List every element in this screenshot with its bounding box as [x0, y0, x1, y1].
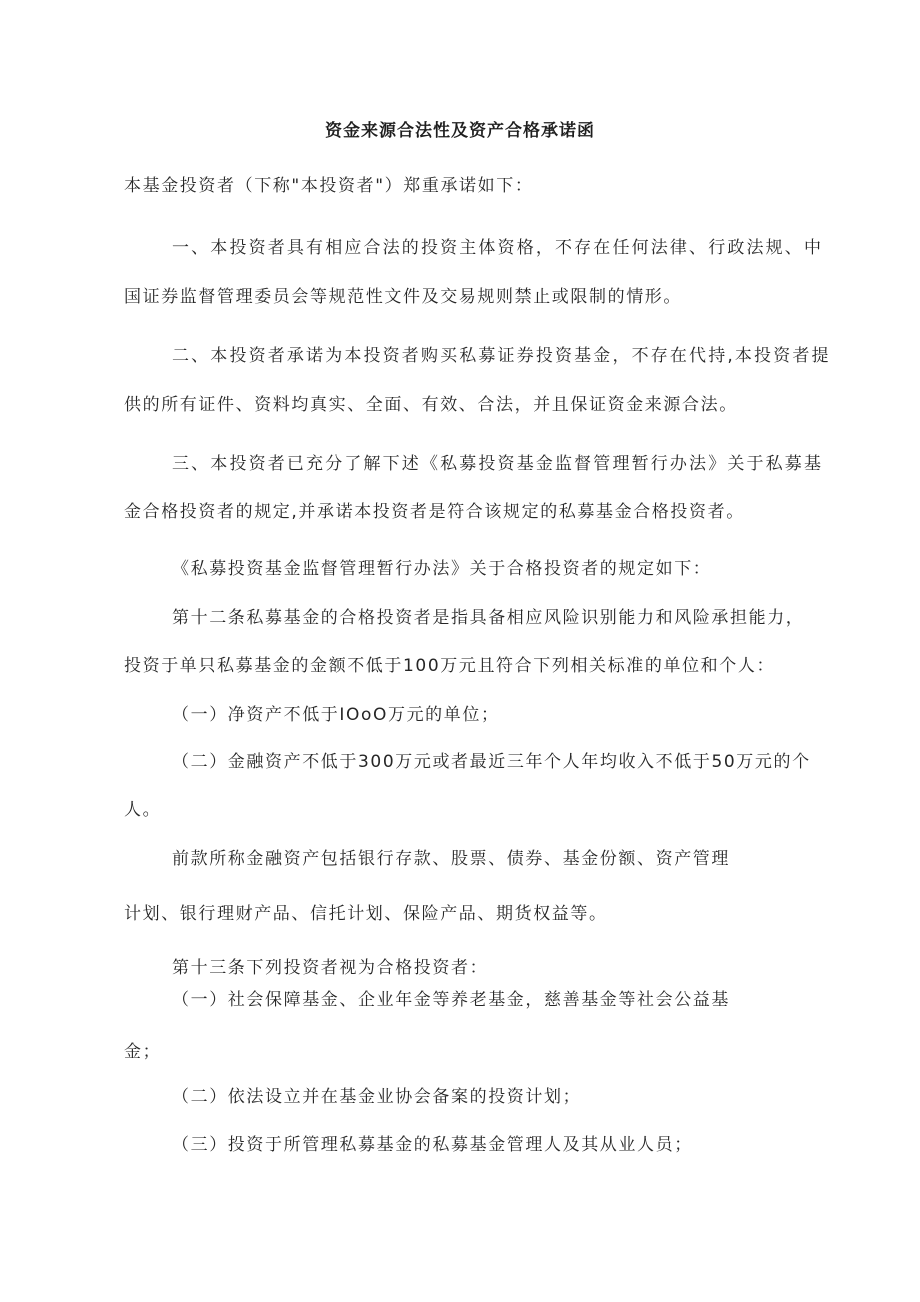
text-line: 金合格投资者的规定,并承诺本投资者是符合该规定的私募基金合格投资者。	[124, 502, 745, 522]
text-line: 第十二条私募基金的合格投资者是指具备相应风险识别能力和风险承担能力，	[172, 608, 805, 628]
text-line: 供的所有证件、资料均真实、全面、有效、合法，并且保证资金来源合法。	[124, 395, 738, 415]
text-line-preamble: 本基金投资者（下称"本投资者"）郑重承诺如下：	[124, 176, 534, 196]
text-line: 前款所称金融资产包括银行存款、股票、债券、基金份额、资产管理	[172, 849, 730, 869]
text-line: 投资于单只私募基金的金额不低于100万元且符合下列相关标准的单位和个人：	[124, 656, 776, 676]
text-line: 第十三条下列投资者视为合格投资者：	[172, 958, 489, 978]
text-line: 计划、银行理财产品、信托计划、保险产品、期货权益等。	[124, 904, 608, 924]
text-line: 金；	[124, 1042, 162, 1062]
text-line: 二、本投资者承诺为本投资者购买私募证券投资基金，不存在代持,本投资者提	[172, 346, 831, 366]
text-line: （三）投资于所管理私募基金的私募基金管理人及其从业人员；	[172, 1135, 693, 1155]
text-line: （二）依法设立并在基金业协会备案的投资计划；	[172, 1087, 582, 1107]
text-line: 《私募投资基金监督管理暂行办法》关于合格投资者的规定如下：	[172, 559, 712, 579]
text-line: 人。	[124, 800, 162, 820]
text-line: 国证券监督管理委员会等规范性文件及交易规则禁止或限制的情形。	[124, 287, 682, 307]
text-line: （二）金融资产不低于300万元或者最近三年个人年均收入不低于50万元的个	[172, 752, 811, 772]
text-line: （一）净资产不低于IOoO万元的单位；	[172, 705, 500, 725]
text-line: 一、本投资者具有相应合法的投资主体资格，不存在任何法律、行政法规、中	[172, 238, 824, 258]
document-title: 资金来源合法性及资产合格承诺函	[325, 121, 595, 141]
text-line: 三、本投资者已充分了解下述《私募投资基金监督管理暂行办法》关于私募基	[172, 454, 824, 474]
text-line: （一）社会保障基金、企业年金等养老基金，慈善基金等社会公益基	[172, 990, 730, 1010]
